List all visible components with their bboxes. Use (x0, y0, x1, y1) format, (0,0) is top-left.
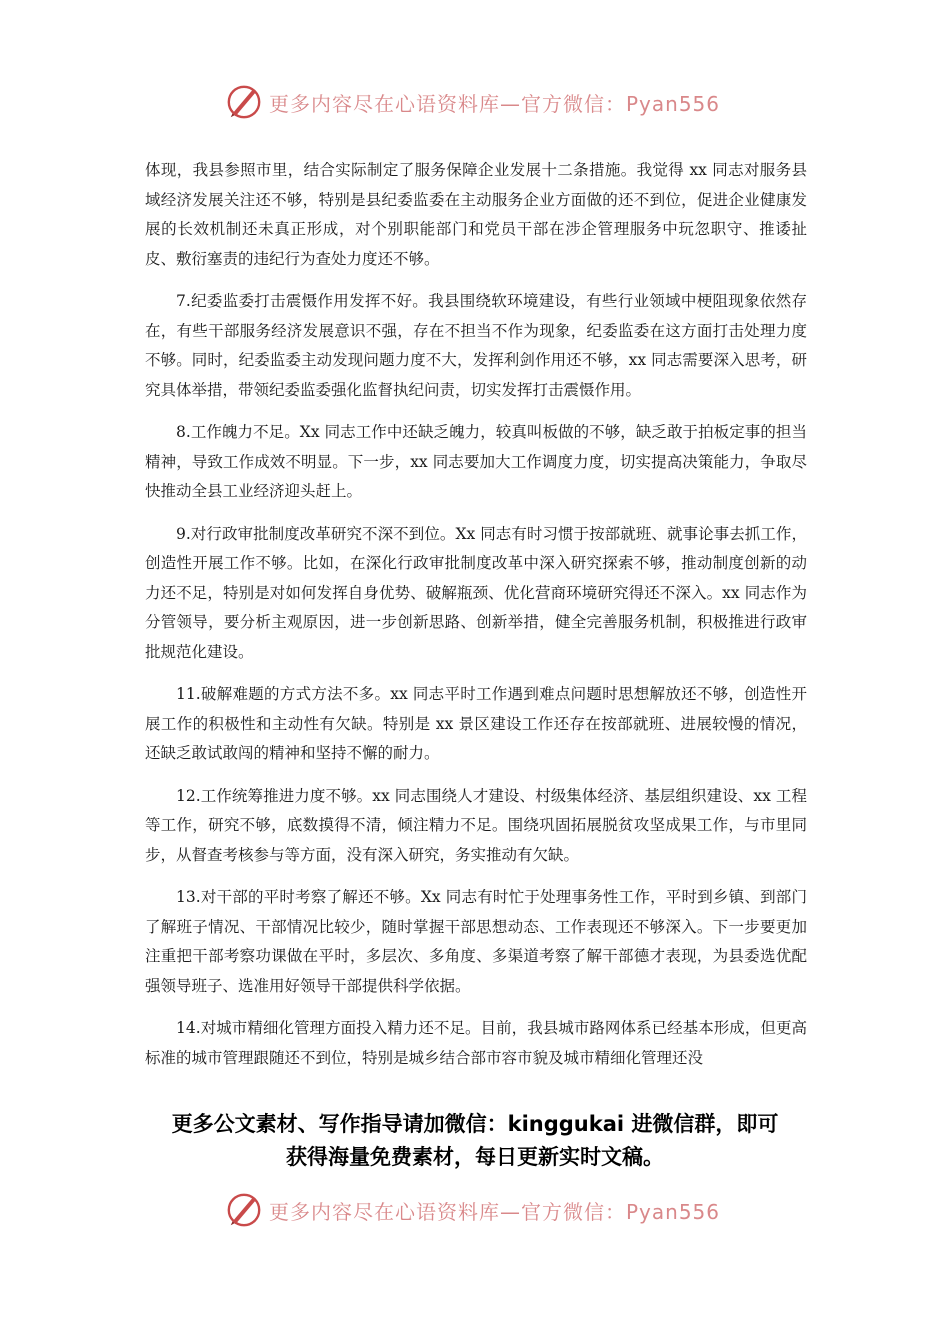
paragraph: 11.破解难题的方式方法不多。xx 同志平时工作遇到难点问题时思想解放还不够，创造性开展工作的积极性和主动性有欠缺。特别是 xx 景区建设工作还存在按部就班、进展较慢的情况，还缺乏敢试敢闯的精神和坚持不懈的耐力。 (145, 685, 807, 762)
header-banner (225, 82, 745, 122)
paragraph: 7.纪委监委打击震慑作用发挥不好。我县围绕软环境建设，有些行业领域中梗阻现象依然存在，有些干部服务经济发展意识不强，存在不担当不作为现象，纪委监委在这方面打击处理力度不够。同时，纪委监委主动发现问题力度不大，发挥利剑作用还不够，xx 同志需要深入思考，研究具体举措，带领纪委监委强化监督执纪问责，切实发挥打击震慑作用。 (145, 292, 807, 399)
document-body (145, 156, 807, 1086)
promo-line-1: 更多公文素材、写作指导请加微信：kinggukai 进微信群，即可 (171, 1112, 779, 1136)
pen-logo-icon (225, 83, 263, 121)
paragraph: 13.对干部的平时考察了解还不够。Xx 同志有时忙于处理事务性工作，平时到乡镇、到部门了解班子情况、干部情况比较少，随时掌握干部思想动态、工作表现还不够深入。下一步要更加注重把干部考察功课做在平时，多层次、多角度、多渠道考察了解干部德才表现，为县委选优配强领导班子、选准用好领导干部提供科学依据。 (145, 888, 807, 995)
footer-banner (225, 1190, 745, 1230)
promo-callout (100, 1108, 850, 1174)
paragraph: 14.对城市精细化管理方面投入精力还不足。目前，我县城市路网体系已经基本形成，但更高标准的城市管理跟随还不到位，特别是城乡结合部市容市貌及城市精细化管理还没 (145, 1019, 807, 1067)
paragraph: 体现，我县参照市里，结合实际制定了服务保障企业发展十二条措施。我觉得 xx 同志对服务县域经济发展关注还不够，特别是县纪委监委在主动服务企业方面做的还不到位，促进企业健康发展的长效机制还未真正形成，对个别职能部门和党员干部在涉企管理服务中玩忽职守、推诿扯皮、敷衍塞责的违纪行为查处力度还不够。 (145, 161, 807, 268)
paragraph: 12.工作统筹推进力度不够。xx 同志围绕人才建设、村级集体经济、基层组织建设、xx 工程等工作，研究不够，底数摸得不清，倾注精力不足。围绕巩固拓展脱贫攻坚成果工作，与市里同步，从督查考核参与等方面，没有深入研究，务实推动有欠缺。 (145, 786, 807, 864)
pen-logo-icon (225, 1191, 263, 1229)
paragraph: 9.对行政审批制度改革研究不深不到位。Xx 同志有时习惯于按部就班、就事论事去抓工作，创造性开展工作不够。比如，在深化行政审批制度改革中深入研究探索不够，推动制度创新的动力还不足，特别是对如何发挥自身优势、破解瓶颈、优化营商环境研究得还不深入。xx 同志作为分管领导，要分析主观原因，进一步创新思路、创新举措，健全完善服务机制，积极推进行政审批规范化建设。 (145, 524, 807, 661)
paragraph: 8.工作魄力不足。Xx 同志工作中还缺乏魄力，较真叫板做的不够，缺乏敢于拍板定事的担当精神，导致工作成效不明显。下一步，xx 同志要加大工作调度力度，切实提高决策能力，争取尽快推动全县工业经济迎头赶上。 (145, 423, 807, 500)
banner-text: 更多内容尽在心语资料库—官方微信：Pyan556 (269, 1199, 721, 1224)
promo-line-2: 获得海量免费素材，每日更新实时文稿。 (286, 1145, 664, 1169)
banner-text: 更多内容尽在心语资料库—官方微信：Pyan556 (269, 91, 721, 116)
